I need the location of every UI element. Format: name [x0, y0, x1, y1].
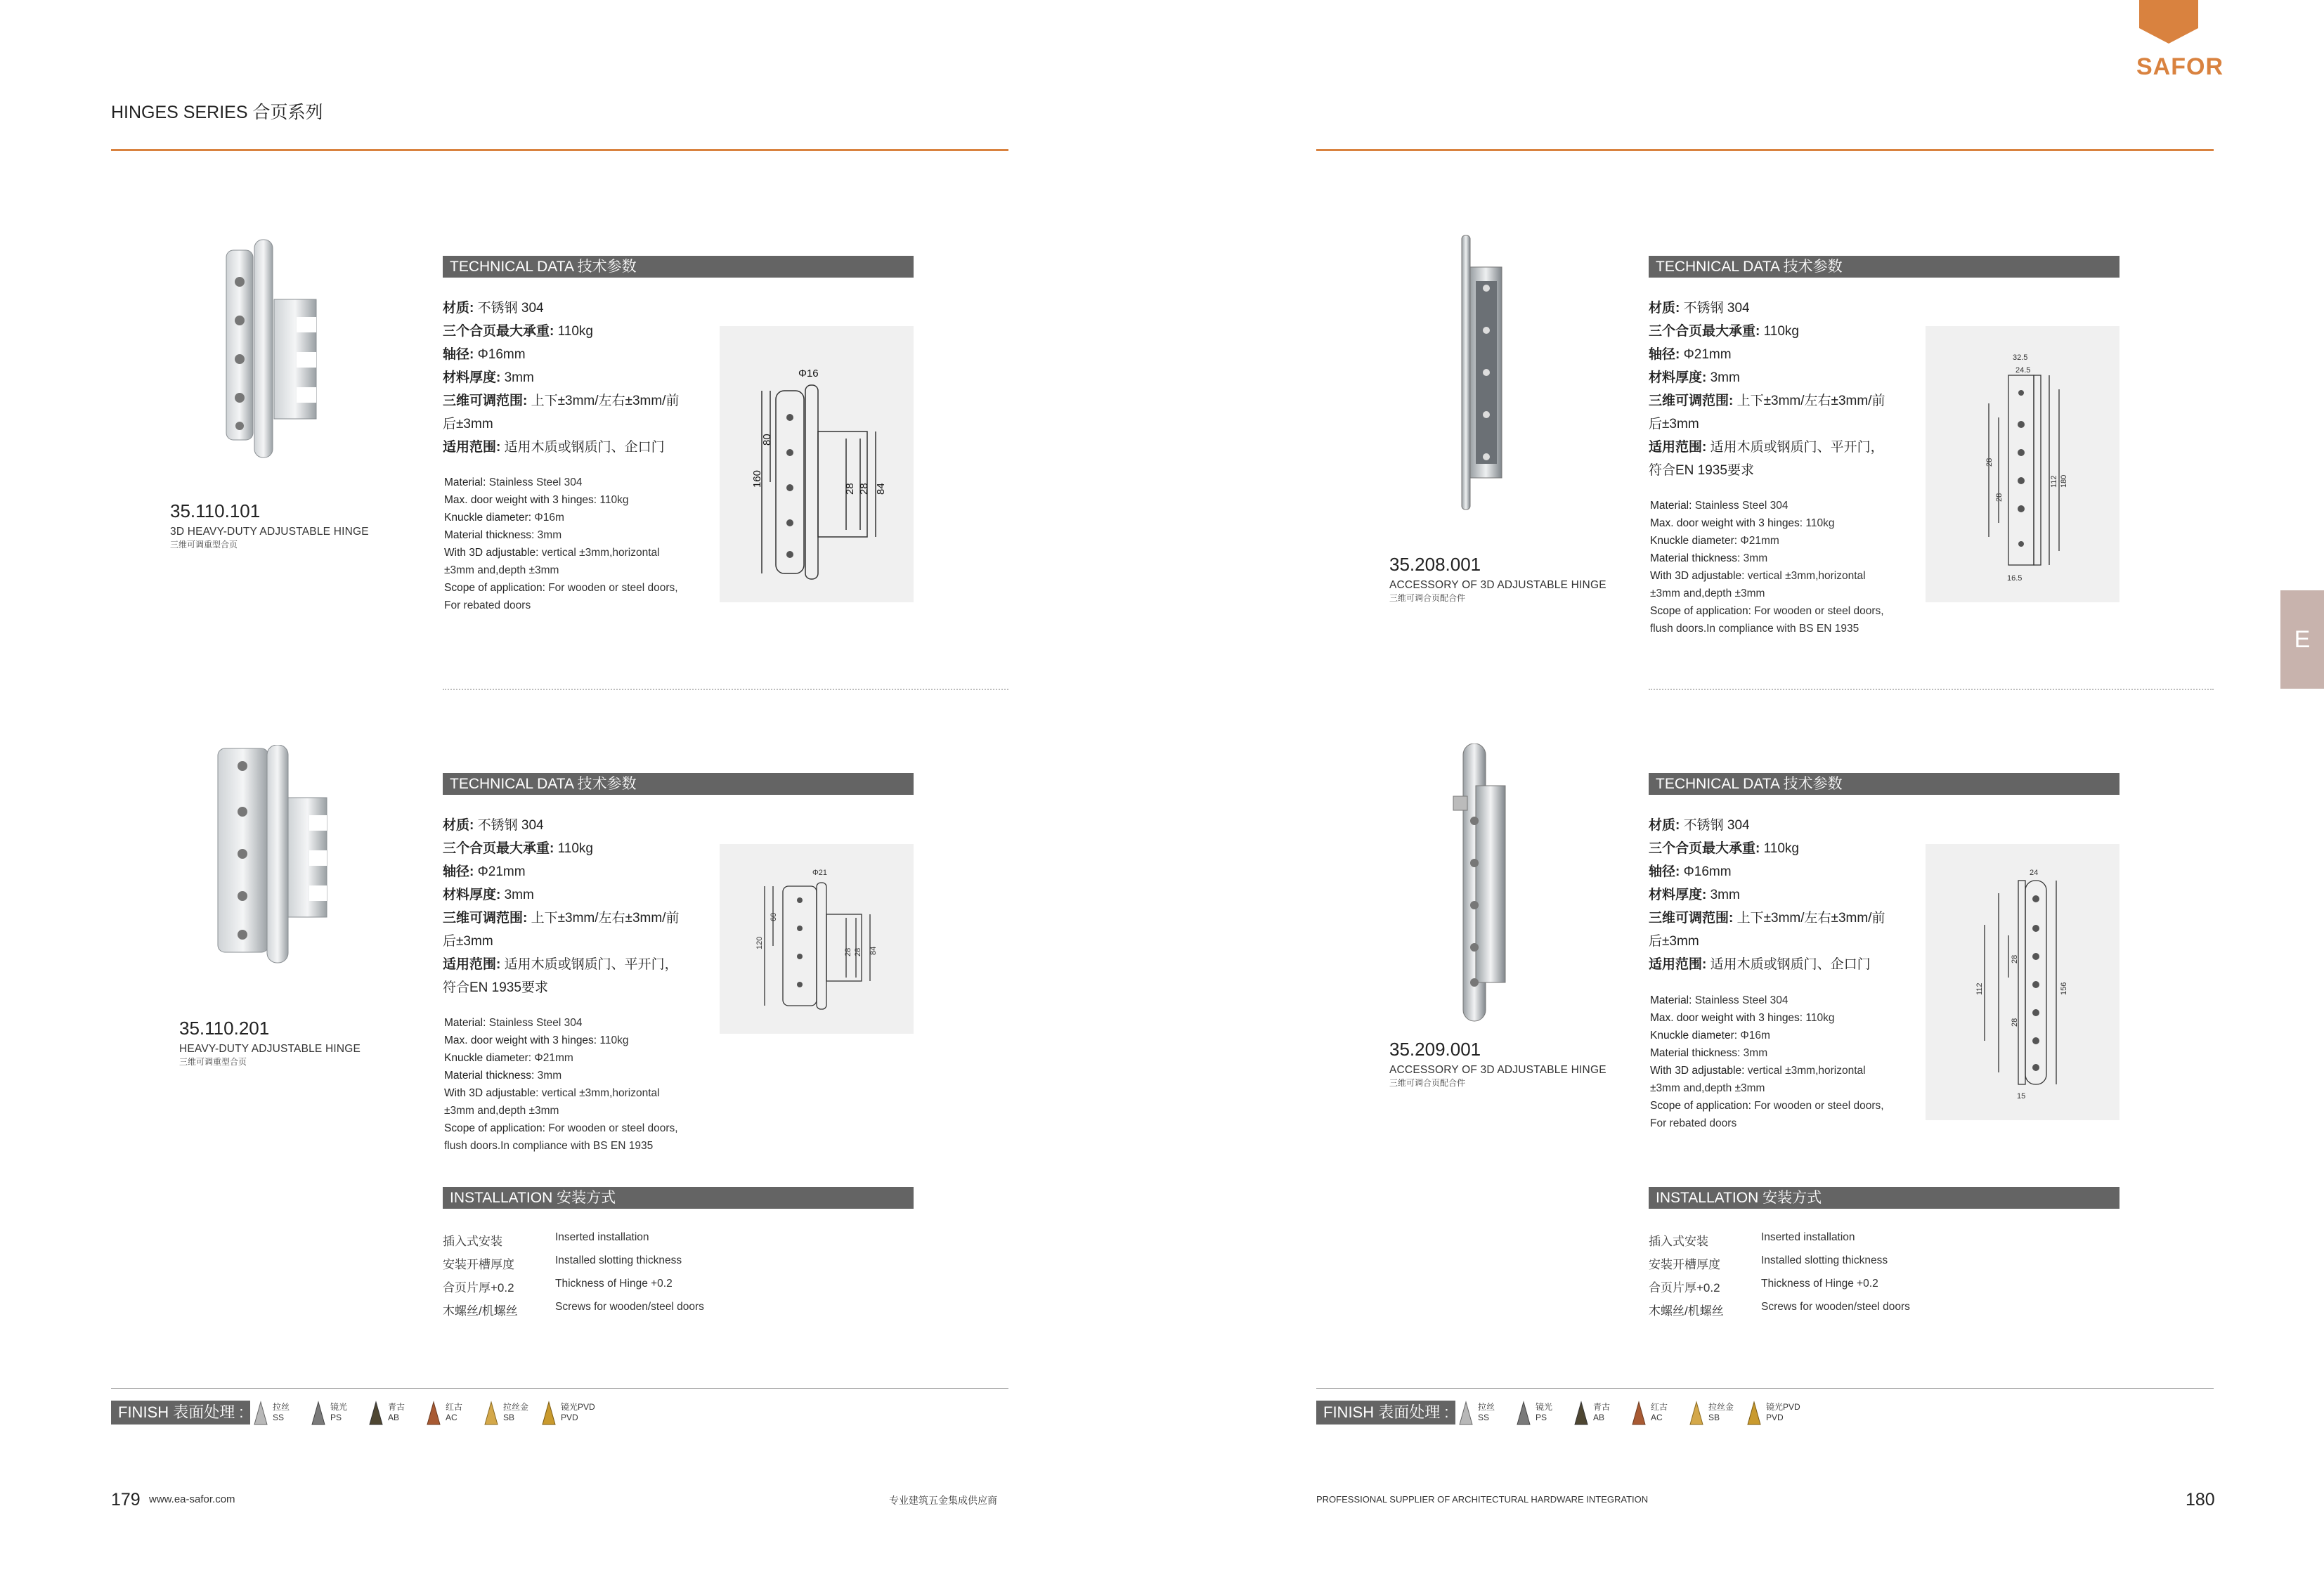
- spec-en-row: Scope of application: For wooden or steel doors,: [444, 1122, 678, 1134]
- product-name-en: 3D HEAVY-DUTY ADJUSTABLE HINGE: [170, 526, 369, 538]
- finish-swatches: [253, 1401, 618, 1429]
- spec-en-row: Max. door weight with 3 hinges: 110kg: [444, 494, 629, 506]
- spec-en-row: ±3mm and,depth ±3mm: [444, 564, 559, 576]
- spec-cn-row: 适用范围: 适用木质或钢质门、企口门: [1649, 957, 1871, 972]
- dim-label: 28: [2011, 954, 2019, 963]
- technical-drawing: [1926, 326, 2119, 602]
- dim-label: Φ21: [812, 869, 828, 877]
- product-image-accessory-1: [1455, 232, 1511, 513]
- finish-swatch: 镜光PVD PVD: [1746, 1401, 1803, 1429]
- spec-cn-row: 后±3mm: [1649, 934, 1699, 949]
- finish-cone-icon: [483, 1401, 499, 1426]
- finish-swatch: 镜光 PS: [1516, 1401, 1572, 1429]
- spec-en-row: ±3mm and,depth ±3mm: [1650, 588, 1765, 599]
- spec-cn-row: 三个合页最大承重: 110kg: [1649, 841, 1799, 856]
- finish-rule-left: [111, 1388, 1008, 1389]
- product-code: 35.110.201: [179, 1018, 270, 1039]
- spec-en-row: Knuckle diameter: Φ21mm: [444, 1052, 573, 1064]
- finish-swatch: 拉丝金 SB: [483, 1401, 540, 1429]
- spec-cn-row: 三个合页最大承重: 110kg: [443, 841, 593, 856]
- logo: [2136, 0, 2224, 84]
- finish-label: FINISH 表面处理 :: [1316, 1401, 1455, 1425]
- product-name-cn: 三维可调重型合页: [170, 540, 238, 550]
- section-tab-e[interactable]: [2280, 590, 2324, 689]
- specs-cn-list: [1649, 297, 1885, 482]
- spec-cn-row: 三个合页最大承重: 110kg: [443, 324, 593, 339]
- dim-label: 28: [2011, 1018, 2019, 1027]
- spec-cn-row: 三维可调范围: 上下±3mm/左右±3mm/前: [1649, 394, 1885, 408]
- spec-en-row: Material: Stainless Steel 304: [444, 1017, 583, 1029]
- tech-data-header: TECHNICAL DATA 技术参数: [443, 773, 914, 795]
- spec-en-row: With 3D adjustable: vertical ±3mm,horizontal: [444, 547, 660, 559]
- logo-badge-icon: [2139, 0, 2198, 44]
- spec-cn-row: 后±3mm: [1649, 417, 1699, 431]
- spec-cn-row: 材质: 不锈钢 304: [443, 818, 544, 833]
- spec-cn-row: 后±3mm: [443, 934, 493, 949]
- finish-swatch: 镜光PVD PVD: [541, 1401, 597, 1429]
- spec-en-row: Scope of application: For wooden or steel doors,: [1650, 605, 1884, 617]
- specs-cn-list: [443, 814, 679, 999]
- spec-en-row: Scope of application: For wooden or steel doors,: [444, 582, 678, 594]
- header-rule-right: [1316, 149, 2214, 151]
- spec-cn-row: 三个合页最大承重: 110kg: [1649, 324, 1799, 339]
- tagline-cn: 专业建筑五金集成供应商: [889, 1495, 997, 1506]
- spec-en-row: flush doors.In compliance with BS EN 1935: [444, 1140, 654, 1152]
- finish-cone-icon: [1516, 1401, 1531, 1426]
- spec-en-row: With 3D adjustable: vertical ±3mm,horizontal: [1650, 1065, 1866, 1077]
- spec-en-row: Scope of application: For wooden or steel doors,: [1650, 1100, 1884, 1112]
- spec-cn-row: 材质: 不锈钢 304: [1649, 818, 1750, 833]
- finish-swatch: 红古 AC: [1631, 1401, 1687, 1429]
- finish-cone-icon: [311, 1401, 326, 1426]
- dim-label: 80: [761, 434, 773, 446]
- dim-label: 84: [869, 946, 878, 955]
- dim-label: 24: [2030, 869, 2039, 877]
- product-code: 35.209.001: [1389, 1039, 1481, 1060]
- specs-en-list: [444, 474, 678, 614]
- finish-swatch: 拉丝 SS: [253, 1401, 309, 1429]
- product-image-hinge-1: [219, 236, 332, 461]
- spec-cn-row: 三维可调范围: 上下±3mm/左右±3mm/前: [1649, 911, 1885, 926]
- spec-cn-row: 材料厚度: 3mm: [443, 370, 534, 385]
- dim-label: 120: [755, 936, 764, 949]
- spec-en-row: Material: Stainless Steel 304: [444, 476, 583, 488]
- dim-label: 180: [2060, 474, 2068, 488]
- dim-label: 28: [1995, 493, 2004, 502]
- finish-cone-icon: [1573, 1401, 1589, 1426]
- spec-cn-row: 适用范围: 适用木质或钢质门、企口门: [443, 440, 665, 455]
- spec-cn-row: 三维可调范围: 上下±3mm/左右±3mm/前: [443, 911, 680, 926]
- product-code: 35.110.101: [170, 500, 261, 521]
- finish-cone-icon: [1458, 1401, 1474, 1426]
- spec-cn-row: 轴径: Φ21mm: [443, 864, 526, 879]
- divider-dotted: [443, 689, 1008, 690]
- dim-label: 28: [854, 947, 862, 956]
- specs-cn-list: [1649, 814, 1885, 976]
- product-name-en: ACCESSORY OF 3D ADJUSTABLE HINGE: [1389, 579, 1606, 591]
- spec-en-row: ±3mm and,depth ±3mm: [444, 1105, 559, 1117]
- dim-label: 16.5: [2007, 574, 2023, 583]
- technical-drawing: [720, 326, 914, 602]
- finish-swatch: 青古 AB: [368, 1401, 424, 1429]
- specs-en-list: [444, 1014, 678, 1155]
- dim-label: 24.5: [2015, 366, 2031, 375]
- finish-cone-icon: [253, 1401, 268, 1426]
- spec-en-row: For rebated doors: [1650, 1117, 1737, 1129]
- page-number-left: 179: [111, 1490, 141, 1510]
- spec-cn-row: 轴径: Φ21mm: [1649, 347, 1732, 362]
- finish-swatch: 青古 AB: [1573, 1401, 1630, 1429]
- spec-cn-row: 适用范围: 适用木质或钢质门、平开门，: [443, 957, 678, 972]
- finish-cone-icon: [541, 1401, 557, 1426]
- product-code: 35.208.001: [1389, 554, 1481, 575]
- dim-label: 32.5: [2013, 353, 2028, 362]
- finish-swatches: [1458, 1401, 1824, 1429]
- spec-en-row: Material thickness: 3mm: [444, 529, 562, 541]
- spec-cn-row: 后±3mm: [443, 417, 493, 431]
- spec-en-row: With 3D adjustable: vertical ±3mm,horizontal: [1650, 570, 1866, 582]
- dim-label: 112: [2050, 475, 2058, 488]
- product-image-hinge-2: [214, 745, 334, 970]
- product-name-cn: 三维可调合页配合件: [1389, 593, 1466, 603]
- tech-data-header: TECHNICAL DATA 技术参数: [443, 256, 914, 278]
- section-tab-label: E: [2294, 625, 2311, 653]
- spec-cn-row: 轴径: Φ16mm: [443, 347, 526, 362]
- specs-en-list: [1650, 992, 1884, 1132]
- spec-en-row: Max. door weight with 3 hinges: 110kg: [1650, 517, 1835, 529]
- tech-data-header: TECHNICAL DATA 技术参数: [1649, 773, 2119, 795]
- spec-en-row: Material: Stainless Steel 304: [1650, 500, 1789, 512]
- finish-rule-right: [1316, 1388, 2214, 1389]
- spec-cn-row: 材料厚度: 3mm: [1649, 370, 1740, 385]
- dim-label: 156: [2060, 982, 2068, 995]
- header-rule-left: [111, 149, 1008, 151]
- spec-cn-row: 材质: 不锈钢 304: [1649, 301, 1750, 316]
- spec-en-row: Max. door weight with 3 hinges: 110kg: [1650, 1012, 1835, 1024]
- technical-drawing: [1926, 844, 2119, 1120]
- spec-en-row: Material: Stainless Steel 304: [1650, 994, 1789, 1006]
- finish-cone-icon: [1746, 1401, 1762, 1426]
- spec-en-row: Max. door weight with 3 hinges: 110kg: [444, 1034, 629, 1046]
- product-name-cn: 三维可调重型合页: [179, 1057, 247, 1067]
- spec-en-row: With 3D adjustable: vertical ±3mm,horizontal: [444, 1087, 660, 1099]
- dim-label: 28: [1985, 457, 1994, 467]
- spec-en-row: Material thickness: 3mm: [444, 1070, 562, 1082]
- finish-swatch: 拉丝金 SB: [1689, 1401, 1745, 1429]
- tagline-en: PROFESSIONAL SUPPLIER OF ARCHITECTURAL HARDWARE INTEGRATION: [1316, 1494, 1649, 1505]
- spec-en-row: Knuckle diameter: Φ21mm: [1650, 535, 1779, 547]
- finish-cone-icon: [1631, 1401, 1647, 1426]
- spec-cn-row: 材料厚度: 3mm: [443, 888, 534, 902]
- divider-dotted: [1649, 689, 2214, 690]
- installation-header: INSTALLATION 安装方式: [1649, 1187, 2119, 1209]
- product-image-accessory-2: [1448, 744, 1511, 1025]
- dim-label: 160: [751, 469, 763, 488]
- page-number-right: 180: [2186, 1490, 2215, 1510]
- website-link[interactable]: www.ea-safor.com: [149, 1493, 235, 1505]
- finish-cone-icon: [368, 1401, 384, 1426]
- specs-cn-list: [443, 297, 679, 459]
- spec-cn-row: 轴径: Φ16mm: [1649, 864, 1732, 879]
- logo-text: SAFOR: [2136, 53, 2224, 80]
- dim-label: 28: [858, 483, 870, 495]
- spec-cn-row: 材质: 不锈钢 304: [443, 301, 544, 316]
- spec-en-row: flush doors.In compliance with BS EN 1935: [1650, 623, 1859, 635]
- dim-label: 15: [2017, 1092, 2026, 1101]
- finish-label: FINISH 表面处理 :: [111, 1401, 250, 1425]
- tech-data-header: TECHNICAL DATA 技术参数: [1649, 256, 2119, 278]
- spec-en-row: Material thickness: 3mm: [1650, 1047, 1768, 1059]
- dim-label: 112: [1975, 982, 1984, 995]
- product-name-cn: 三维可调合页配合件: [1389, 1078, 1466, 1088]
- dim-label: Φ16: [798, 368, 819, 379]
- finish-swatch: 拉丝 SS: [1458, 1401, 1514, 1429]
- spec-en-row: ±3mm and,depth ±3mm: [1650, 1082, 1765, 1094]
- dim-label: 28: [844, 483, 856, 495]
- spec-en-row: Knuckle diameter: Φ16m: [1650, 1030, 1770, 1041]
- dim-label: 60: [770, 912, 778, 921]
- page-title: HINGES SERIES 合页系列: [111, 103, 323, 122]
- finish-swatch: 红古 AC: [426, 1401, 482, 1429]
- finish-cone-icon: [1689, 1401, 1704, 1426]
- spec-cn-row: 适用范围: 适用木质或钢质门、平开门，: [1649, 440, 1884, 455]
- installation-header: INSTALLATION 安装方式: [443, 1187, 914, 1209]
- specs-en-list: [1650, 497, 1884, 637]
- dim-label: 84: [875, 483, 887, 495]
- product-name-en: HEAVY-DUTY ADJUSTABLE HINGE: [179, 1043, 361, 1055]
- spec-en-row: Material thickness: 3mm: [1650, 552, 1768, 564]
- spec-en-row: For rebated doors: [444, 599, 531, 611]
- spec-cn-row: 符合EN 1935要求: [1649, 463, 1754, 478]
- spec-en-row: Knuckle diameter: Φ16m: [444, 512, 564, 524]
- dim-label: 28: [844, 947, 852, 956]
- spec-cn-row: 符合EN 1935要求: [443, 980, 548, 995]
- spec-cn-row: 三维可调范围: 上下±3mm/左右±3mm/前: [443, 394, 680, 408]
- spec-cn-row: 材料厚度: 3mm: [1649, 888, 1740, 902]
- finish-swatch: 镜光 PS: [311, 1401, 367, 1429]
- product-name-en: ACCESSORY OF 3D ADJUSTABLE HINGE: [1389, 1064, 1606, 1076]
- finish-cone-icon: [426, 1401, 441, 1426]
- technical-drawing: [720, 844, 914, 1034]
